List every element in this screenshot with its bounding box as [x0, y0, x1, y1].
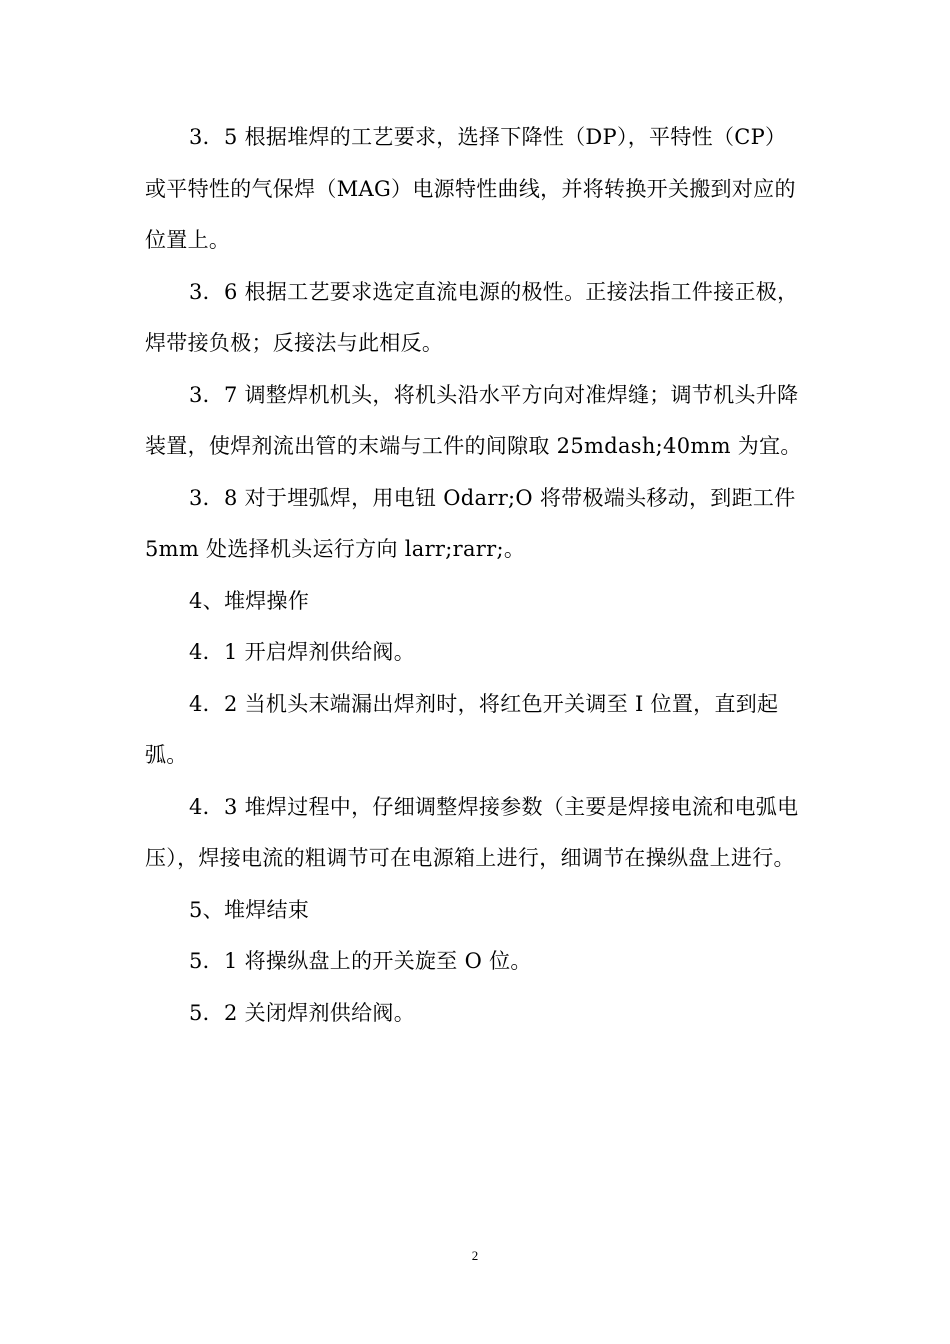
paragraph-4-1: 4．1 开启焊剂供给阀。 [189, 640, 415, 664]
paragraph-4-2: 4．2 当机头末端漏出焊剂时，将红色开关调至 I 位置，直到起弧。 [145, 691, 779, 767]
paragraph-5-2: 5．2 关闭焊剂供给阀。 [189, 1000, 415, 1025]
paragraph-3-8: 3．8 对于埋弧焊，用电钮 Odarr;O 将带极端头移动，到距工件 5mm 处选择机头运行方向 larr;rarr;。 [145, 485, 796, 561]
paragraph-3-6: 3．6 根据工艺要求选定直流电源的极性。正接法指工件接正极，焊带接负极；反接法与此相反。 [145, 279, 799, 355]
paragraph-4-3: 4．3 堆焊过程中，仔细调整焊接参数（主要是焊接电流和电弧电压），焊接电流的粗调节可在电源箱上进行，细调节在操纵盘上进行。 [145, 794, 799, 870]
document-body [145, 112, 807, 1039]
paragraph-3-5: 3．5 根据堆焊的工艺要求，选择下降性（DP），平特性（CP）或平特性的气保焊（MAG）电源特性曲线，并将转换开关搬到对应的位置上。 [145, 125, 796, 252]
section-heading-4: 4、堆焊操作 [189, 588, 310, 613]
paragraph-5-1: 5．1 将操纵盘上的开关旋至 O 位。 [189, 949, 532, 973]
page-number: 2 [471, 1248, 479, 1263]
section-heading-5: 5、堆焊结束 [189, 897, 310, 922]
paragraph-3-7: 3．7 调整焊机机头，将机头沿水平方向对准焊缝；调节机头升降装置，使焊剂流出管的末端与工件的间隙取 25mdash;40mm 为宜。 [145, 382, 802, 458]
